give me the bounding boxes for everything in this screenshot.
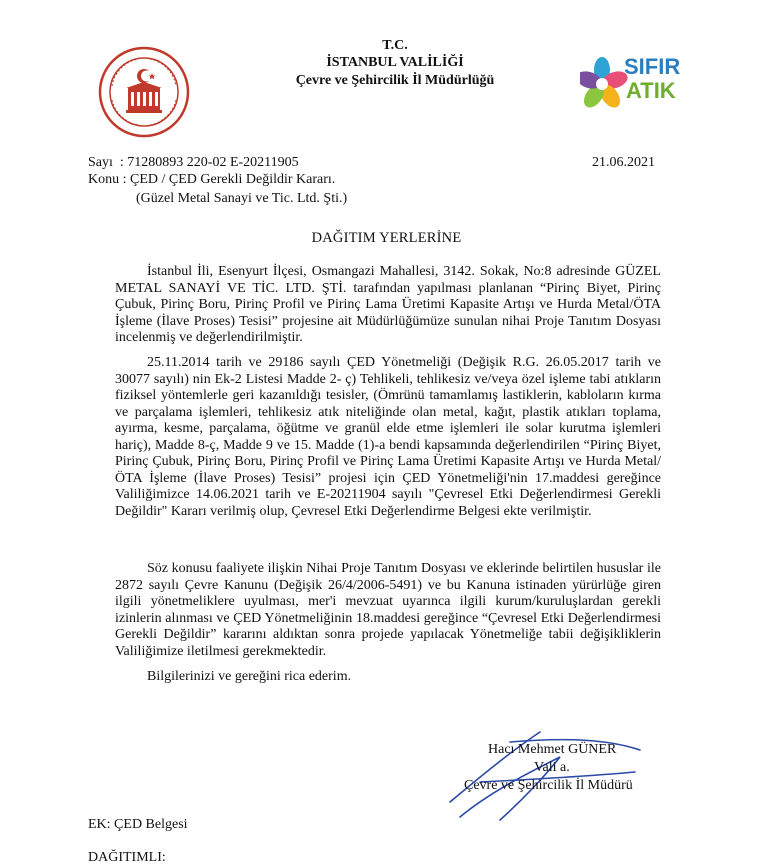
distribution-label: DAĞITIMLI: [88,850,166,865]
document-subject: Konu : ÇED / ÇED Gerekli Değildir Kararı. [88,172,336,187]
header-line-valilik: İSTANBUL VALİLİĞİ [326,55,464,70]
paragraph-obligations [115,561,661,660]
document-number: Sayı : 71280893 220-02 E-20211905 [88,155,299,170]
header-line-mudurluk: Çevre ve Şehircilik İl Müdürlüğü [295,73,495,88]
signatory-office: Çevre ve Şehircilik İl Müdürü [464,778,633,793]
signatory-name: Hacı Mehmet GÜNER [488,742,617,757]
distribution-title: DAĞITIM YERLERİNE [311,230,462,246]
document-subject-company: (Güzel Metal Sanayi ve Tic. Ltd. Şti.) [136,191,348,206]
paragraph-intro [115,264,661,347]
logo-word-sifir: SIFIR [624,54,681,79]
zero-waste-logo [580,40,684,126]
header-line-tc: T.C. [382,38,408,53]
paragraph-regulation [115,355,661,520]
paragraph-text: 25.11.2014 tarih ve 29186 sayılı ÇED Yönetmeliği (Değişik R.G. 26.05.2017 tarih ve 30077 sayılı) nin Ek-2 Listesi Madde 2- ç) Tehlikeli, tehlikesiz ve/veya özel işleme tabi atıkların fiziksel yöntemlerle geri kazanıldığı tesisler, (Ömrünü tamamlamış lastiklerin, kabloların kırma ve parçalama işlemleri, tehlikesiz atık niteliğinde olan metal, kağıt, plastik atıkları toplama, ayırma, kesme, parçalama, öğütme ve granül elde etme işlemleri ile solar kurutma işlemleri hariç), Madde 8-ç, Madde 9 ve 15. Madde (1)-a bendi kapsamında değerlendirilen “Pirinç Biyet, Pirinç Çubuk, Pirinç Boru, Pirinç Profil ve Pirinç Lama Üretimi Kapasite Artışı ve Hurda Metal/ÖTA İşleme (İlave Proses) Tesisi” projesi için ÇED Yönetmeliği'nin 17.maddesi gereğince Valiliğimizce 14.06.2021 tarih ve E-20211904 sayılı "Çevresel Etki Değerlendirmesi Gerekli Değildir" Kararı verilmiş olup, Çevresel Etki Değerlendirme Belgesi ekte verilmiştir. [115,355,661,519]
logo-word-atik: ATIK [626,78,676,103]
paragraph-text: Bilgilerinizi ve gereğini rica ederim. [147,669,352,684]
paragraph-text: İstanbul İli, Esenyurt İlçesi, Osmangazi Mahallesi, 3142. Sokak, No:8 adresinde GÜZEL METAL SANAYİ VE TİC. LTD. ŞTİ. tarafından yapılması planlanan “Pirinç Biyet, Pirinç Çubuk, Pirinç Boru, Pirinç Profil ve Pirinç Lama Üretimi Kapasite Artışı ve Hurda Metal/ÖTA İşleme (İlave Proses) Tesisi” projesine ait Müdürlüğümüze sunulan nihai Proje Tanıtım Dosyası incelenmiş ve değerlendirilmiştir. [115,264,661,345]
paragraph-text: Söz konusu faaliyete ilişkin Nihai Proje Tanıtım Dosyası ve eklerinde belirtilen hususlar ile 2872 sayılı Çevre Kanunu (Değişik 26/4/2006-5491) ve bu Kanuna istinaden yürürlüğe giren ilgili yönetmeliklere uyulması, mer'i mevzuat uyarınca ilgili kurum/kuruluşlardan gerekli izinlerin alınması ve ÇED Yönetmeliğinin 18.maddesi gereğince “Çevresel Etki Değerlendirmesi Gerekli Değildir” kararını aldıktan sonra projede yapılacak Yönetmeliğe tabii değişikliklerin Valiliğimize iletilmesi gerekmektedir. [115,561,661,659]
attachment-note: EK: ÇED Belgesi [88,817,188,832]
istanbul-governorship-seal-icon [98,46,190,138]
paragraph-closing [115,669,661,686]
document-date: 21.06.2021 [592,155,655,170]
signatory-role: Vali a. [534,760,570,775]
